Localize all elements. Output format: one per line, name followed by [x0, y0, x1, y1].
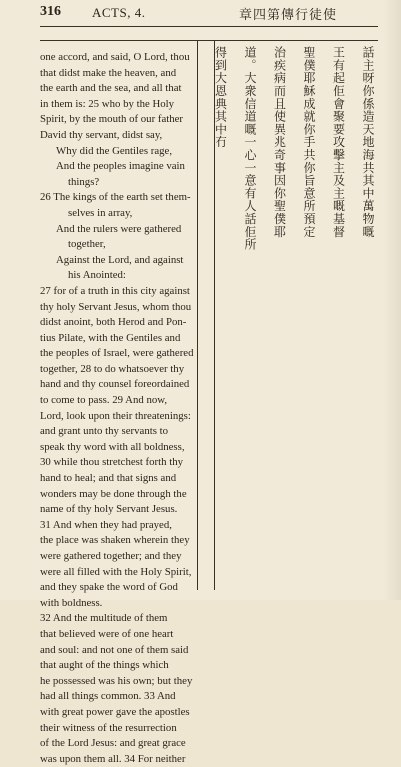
header-rule-bottom	[40, 40, 378, 41]
page-gutter-shadow	[383, 0, 401, 600]
english-line: didst anoint, both Herod and Pon-	[40, 316, 187, 329]
chinese-column: 道。大衆信道嘅一心一意有人話佢所	[243, 46, 257, 251]
english-line: And the rulers were gathered	[56, 222, 182, 235]
english-line: their witness of the resurrection	[40, 721, 177, 734]
english-line: hand to heal; and that signs and	[40, 472, 177, 485]
english-line: one accord, and said, O Lord, thou	[40, 51, 190, 63]
english-line: Against the Lord, and against	[56, 253, 184, 266]
chinese-column: 聖僕耶穌成就你手共你旨意所預定	[302, 46, 316, 238]
english-line: 32 And the multitude of them	[40, 612, 168, 625]
english-line: of the Lord Jesus: and great grace	[40, 737, 186, 750]
english-line: in them is: 25 who by the Holy	[40, 97, 175, 110]
english-line: were all filled with the Holy Spirit,	[40, 565, 192, 578]
english-line: 31 And when they had prayed,	[40, 518, 172, 531]
english-line: with boldness.	[40, 596, 103, 609]
english-line: and they spake the word of God	[40, 581, 178, 594]
english-line: things?	[68, 175, 100, 188]
english-line: And the peoples imagine vain	[56, 160, 185, 173]
english-line: Lord, look upon their threatenings:	[40, 409, 191, 422]
english-line: was upon them all. 34 For neither	[40, 752, 186, 765]
english-line: had all things common. 33 And	[40, 690, 176, 703]
chinese-running-title: 章四第傳行徒使	[239, 8, 338, 23]
english-line: speak thy word with all boldness,	[40, 440, 185, 453]
column-divider	[197, 40, 198, 590]
chapter-reference: ACTS, 4.	[92, 5, 146, 20]
chinese-column: 治疾病而且使異兆奇事因你聖僕耶	[272, 46, 287, 238]
english-text-column	[40, 50, 193, 767]
english-line: to come to pass. 29 And now,	[40, 394, 168, 407]
english-line: tius Pilate, with the Gentiles and	[40, 331, 181, 344]
english-line: wonders may be done through the	[40, 487, 187, 500]
page-number: 316	[40, 4, 61, 19]
chinese-text-column	[201, 46, 379, 588]
english-line: that aught of the things which	[40, 659, 169, 672]
page-header	[0, 0, 401, 36]
header-rule-top	[40, 26, 378, 27]
english-line: that believed were of one heart	[40, 627, 174, 640]
english-line: Why did the Gentiles rage,	[56, 144, 173, 157]
english-line: the place was shaken wherein they	[40, 534, 190, 547]
english-line: name of thy holy Servant Jesus.	[40, 503, 178, 516]
english-line: 27 for of a truth in this city against	[40, 284, 190, 297]
english-line: he possessed was his own; but they	[40, 674, 193, 687]
english-line: his Anointed:	[68, 269, 126, 282]
chinese-column: 王有起佢會聚要攻擊主及主嘅基督	[331, 46, 346, 238]
english-line: together, 28 to do whatsoever thy	[40, 362, 185, 375]
english-line: and grant unto thy servants to	[40, 425, 169, 438]
english-line: selves in array,	[68, 206, 133, 219]
english-line: 30 while thou stretchest forth thy	[40, 456, 184, 469]
english-line: the earth and the sea, and all that	[40, 82, 182, 95]
chinese-column: 話主呀你係造天地海共其中萬物嘅	[361, 46, 375, 238]
english-line: that didst make the heaven, and	[40, 66, 177, 79]
english-line: hand and thy counsel foreordained	[40, 378, 190, 391]
english-line: Spirit, by the mouth of our father	[40, 113, 184, 126]
english-line: David thy servant, didst say,	[40, 128, 163, 141]
english-line: together,	[68, 238, 106, 251]
english-line: 26 The kings of the earth set them-	[40, 191, 191, 204]
english-line: with great power gave the apostles	[40, 705, 190, 718]
chinese-column: 得到大恩典其中冇	[213, 46, 228, 149]
english-line: were gathered together; and they	[40, 550, 182, 562]
english-line: and soul: and not one of them said	[40, 643, 189, 656]
english-line: the peoples of Israel, were gathered	[40, 347, 194, 360]
english-line: thy holy Servant Jesus, whom thou	[40, 300, 192, 313]
